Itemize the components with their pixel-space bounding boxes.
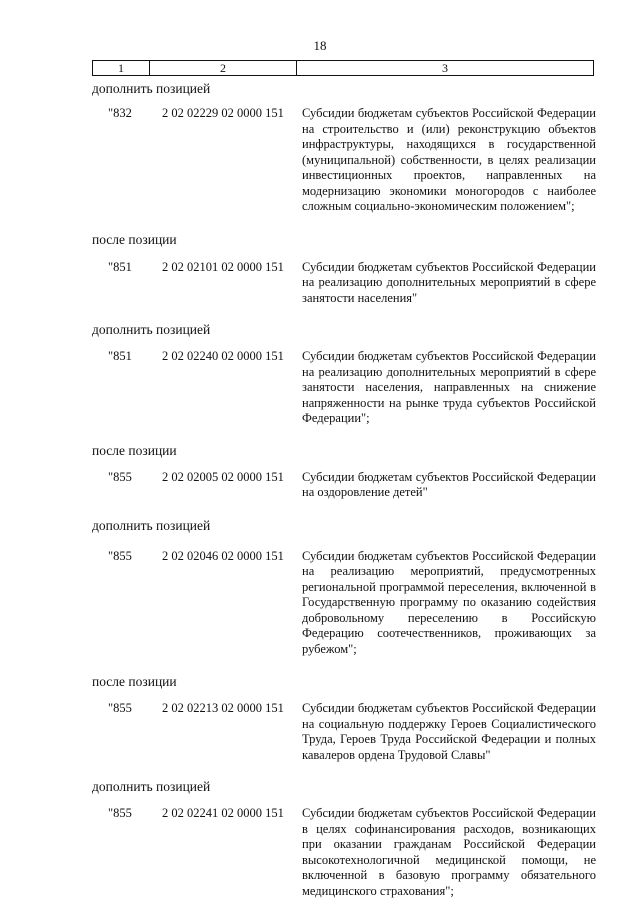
column-header-1: 1	[93, 61, 150, 75]
instruction: дополнить позицией	[92, 517, 211, 533]
admin-code: "832	[108, 106, 132, 120]
entry-text: Субсидии бюджетам субъектов Российской Федерации на строительство и (или) реконструкцию объектов инфраструктуры, находящихся в государственной (муниципальной) собственности, в целях реализации инвестиционных проектов, направленных на модернизацию экономики моногородов с наиболее сложным социально-экономическим положением";	[302, 106, 596, 213]
budget-code: 2 02 02241 02 0000 151	[162, 806, 284, 820]
budget-code: 2 02 02229 02 0000 151	[162, 106, 284, 120]
budget-code: 2 02 02101 02 0000 151	[162, 259, 284, 274]
table-row	[92, 349, 596, 427]
column-header-2: 2	[150, 61, 297, 75]
admin-code: "855	[108, 806, 132, 820]
instruction: дополнить позицией	[92, 322, 211, 337]
instruction: после позиции	[92, 442, 177, 458]
instruction: после позиции	[92, 674, 177, 689]
entry-text: Субсидии бюджетам субъектов Российской Федерации в целях софинансирования расходов, возникающих при оказании гражданам Российской Федерации высокотехнологичной медицинской помощи, не включенной в базовую программу обязательного медицинского страхования";	[302, 806, 596, 898]
entry-text: Субсидии бюджетам субъектов Российской Федерации на реализацию мероприятий, предусмотренных региональной программой переселения, включенной в Государственную программу по оказанию содействия добровольному переселению в Российскую Федерацию соотечественников, проживающих за рубежом";	[302, 548, 596, 656]
instruction: дополнить позицией	[92, 81, 211, 96]
budget-code: 2 02 02213 02 0000 151	[162, 701, 284, 715]
entry-text: Субсидии бюджетам субъектов Российской Федерации на реализацию дополнительных мероприятий в сфере занятости населения, направленных на снижение напряженности на рынке труда субъектов Российской Федерации";	[302, 349, 596, 425]
admin-code: "851	[108, 259, 132, 274]
column-header-row	[92, 60, 594, 76]
budget-code: 2 02 02005 02 0000 151	[162, 469, 284, 484]
document-body	[92, 81, 596, 899]
entry-text: Субсидии бюджетам субъектов Российской Федерации на оздоровление детей"	[302, 469, 596, 499]
admin-code: "855	[108, 469, 132, 484]
table-row	[92, 470, 596, 501]
budget-code: 2 02 02240 02 0000 151	[162, 349, 284, 363]
budget-code: 2 02 02046 02 0000 151	[162, 548, 284, 563]
instruction: после позиции	[92, 231, 177, 247]
entry-text: Субсидии бюджетам субъектов Российской Федерации на реализацию дополнительных мероприятий в сфере занятости населения"	[302, 259, 596, 305]
table-row	[92, 701, 596, 763]
table-row	[92, 806, 596, 899]
entry-text: Субсидии бюджетам субъектов Российской Федерации на социальную поддержку Героев Социалистического Труда, Героев Труда Российской Федерации и полных кавалеров ордена Трудовой Славы"	[302, 701, 596, 762]
column-header-3: 3	[442, 61, 448, 75]
table-row	[92, 106, 596, 215]
page-number: 18	[313, 38, 327, 53]
admin-code: "851	[108, 349, 132, 363]
table-row	[92, 549, 596, 658]
instruction: дополнить позицией	[92, 779, 211, 794]
admin-code: "855	[108, 701, 132, 715]
table-row	[92, 260, 596, 307]
admin-code: "855	[108, 548, 132, 563]
